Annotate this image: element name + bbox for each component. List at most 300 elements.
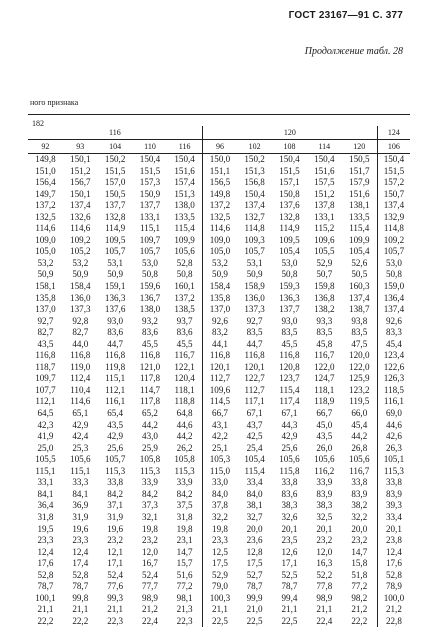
table-cell: 107,7 xyxy=(35,384,56,395)
table-cell: 50,8 xyxy=(385,269,402,280)
table-cell: 84,1 xyxy=(72,488,89,499)
table-cell: 157,4 xyxy=(167,177,202,189)
table-cell: 138,7 xyxy=(342,304,378,316)
table-cell: 109,6 xyxy=(314,234,335,245)
table-cell: 84,2 xyxy=(142,488,158,499)
page-header: ГОСТ 23167—91 С. 377 xyxy=(288,10,403,21)
table-row xyxy=(28,258,410,270)
table-cell: 151,6 xyxy=(314,165,335,176)
table-cell: 150,5 xyxy=(104,188,126,199)
table-cell: 137,4 xyxy=(70,200,91,211)
table-cell: 105,7 xyxy=(104,246,126,257)
table-row xyxy=(28,166,410,178)
table-cell: 156,5 xyxy=(209,177,231,188)
table-cell: 151,2 xyxy=(70,165,91,176)
table-cell: 150,2 xyxy=(244,154,265,164)
table-cell: 65,2 xyxy=(142,408,158,419)
table-cell: 23,2 xyxy=(142,535,158,546)
table-cell: 52,4 xyxy=(142,569,158,580)
table-cell: 119,0 xyxy=(70,361,91,372)
table-cell: 83,2 xyxy=(212,327,228,338)
table-cell: 50,9 xyxy=(72,269,89,280)
top-rule xyxy=(28,114,410,115)
table-cell: 21,2 xyxy=(142,604,158,615)
table-cell: 150,8 xyxy=(279,188,300,199)
table-cell: 132,8 xyxy=(104,211,126,222)
table-cell: 12,4 xyxy=(385,546,402,557)
table-cell: 115,3 xyxy=(105,465,126,476)
table-cell: 77,2 xyxy=(342,581,378,593)
table-cell: 78,7 xyxy=(72,581,89,592)
table-cell: 84,1 xyxy=(37,488,54,499)
table-cell: 33,9 xyxy=(316,477,333,488)
table-cell: 105,1 xyxy=(383,454,405,465)
table-cell: 33,8 xyxy=(342,477,378,489)
table-cell: 83,5 xyxy=(246,327,263,338)
table-cell: 137,3 xyxy=(244,304,265,315)
table-cell: 53,2 xyxy=(37,257,54,268)
table-cell: 78,7 xyxy=(37,581,54,592)
table-cell: 38,1 xyxy=(246,500,263,511)
table-cell: 22,5 xyxy=(281,615,298,626)
table-row xyxy=(28,431,410,443)
table-row xyxy=(28,316,410,328)
table-row xyxy=(28,524,410,536)
table-cell: 116,7 xyxy=(342,466,378,478)
table-row xyxy=(28,269,410,281)
table-cell: 50,5 xyxy=(342,269,378,281)
table-cell: 37,1 xyxy=(107,500,124,511)
table-cell: 23,2 xyxy=(107,535,124,546)
table-cell: 151,2 xyxy=(314,188,335,199)
table-cell: 44,2 xyxy=(342,431,378,443)
table-cell: 17,6 xyxy=(37,558,54,569)
table-cell: 69,0 xyxy=(385,408,402,419)
table-row xyxy=(28,616,410,628)
column-header: 116 xyxy=(167,140,202,154)
group-number: 182 xyxy=(32,119,44,128)
table-cell: 122,0 xyxy=(314,361,335,372)
table-cell: 50,9 xyxy=(212,269,228,280)
table-cell: 67,1 xyxy=(246,408,263,419)
column-header: 92 xyxy=(28,140,63,154)
table-cell: 105,7 xyxy=(244,246,265,257)
table-cell: 132,8 xyxy=(279,211,300,222)
table-cell: 132,7 xyxy=(244,211,265,222)
table-cell: 33,1 xyxy=(37,477,54,488)
table-cell: 150,0 xyxy=(209,154,231,164)
table-cell: 92,7 xyxy=(246,315,263,326)
table-cell: 115,4 xyxy=(342,223,378,235)
table-cell: 25,3 xyxy=(72,442,89,453)
table-cell: 109,5 xyxy=(279,234,300,245)
table-cell: 122,0 xyxy=(342,362,378,374)
table-cell: 17,1 xyxy=(281,558,298,569)
table-cell: 137,7 xyxy=(139,200,161,211)
table-cell: 118,1 xyxy=(314,384,335,395)
table-cell: 132,5 xyxy=(209,211,231,222)
table-cell: 23,1 xyxy=(167,535,202,547)
table-cell: 157,0 xyxy=(104,177,126,188)
table-cell: 109,0 xyxy=(35,234,56,245)
table-cell: 105,7 xyxy=(383,246,405,257)
table-cell: 78,7 xyxy=(246,581,263,592)
table-cell: 150,1 xyxy=(70,188,91,199)
table-row xyxy=(28,477,410,489)
table-cell: 52,6 xyxy=(342,258,378,270)
table-row xyxy=(28,223,410,235)
table-cell: 42,3 xyxy=(37,419,54,430)
group-header: 124 xyxy=(377,126,410,140)
table-cell: 65,4 xyxy=(107,408,124,419)
table-cell: 114,8 xyxy=(244,223,265,234)
table-cell: 105,6 xyxy=(314,454,335,465)
table-cell: 157,2 xyxy=(383,177,405,188)
table-cell: 151,5 xyxy=(104,165,126,176)
table-cell: 52,2 xyxy=(316,569,333,580)
table-cell: 83,6 xyxy=(281,488,298,499)
table-cell: 114,6 xyxy=(35,223,56,234)
table-cell: 32,6 xyxy=(281,511,298,522)
column-header: 102 xyxy=(237,140,272,154)
table-cell: 53,2 xyxy=(72,257,89,268)
table-cell: 53,1 xyxy=(107,257,124,268)
table-cell: 119,8 xyxy=(105,361,126,372)
table-cell: 132,5 xyxy=(35,211,56,222)
column-header: 96 xyxy=(202,140,237,154)
table-cell: 105,8 xyxy=(139,454,161,465)
table-row xyxy=(28,581,410,593)
table-cell: 12,4 xyxy=(72,546,89,557)
table-cell: 135,8 xyxy=(35,292,56,303)
table-cell: 109,9 xyxy=(167,235,202,247)
table-cell: 98,9 xyxy=(316,592,333,603)
table-cell: 39,3 xyxy=(385,500,402,511)
table-cell: 23,2 xyxy=(342,535,378,547)
table-cell: 158,4 xyxy=(209,281,231,292)
table-cell: 138,1 xyxy=(342,200,378,212)
table-cell: 23,3 xyxy=(212,535,228,546)
table-cell: 45,5 xyxy=(142,338,158,349)
table-cell: 116,8 xyxy=(105,350,126,361)
table-cell: 98,9 xyxy=(142,592,158,603)
table-cell: 66,7 xyxy=(212,408,228,419)
table-cell: 33,0 xyxy=(212,477,228,488)
table-cell: 12,0 xyxy=(316,546,333,557)
table-cell: 32,7 xyxy=(246,511,263,522)
table-cell: 12,8 xyxy=(246,546,263,557)
table-cell: 32,2 xyxy=(342,512,378,524)
table-cell: 32,1 xyxy=(142,511,158,522)
table-cell: 115,1 xyxy=(70,465,91,476)
table-cell: 20,0 xyxy=(342,524,378,536)
table-cell: 105,5 xyxy=(35,454,56,465)
table-cell: 31,8 xyxy=(167,512,202,524)
table-row xyxy=(28,246,410,258)
table-cell: 112,1 xyxy=(35,396,56,407)
table-cell: 137,6 xyxy=(279,200,300,211)
table-row xyxy=(28,396,410,408)
table-cell: 151,6 xyxy=(342,189,378,201)
table-cell: 19,8 xyxy=(167,524,202,536)
table-cell: 14,7 xyxy=(167,547,202,559)
table-cell: 25,9 xyxy=(142,442,158,453)
table-cell: 109,0 xyxy=(209,234,231,245)
table-cell: 42,9 xyxy=(72,419,89,430)
table-cell: 99,4 xyxy=(281,592,298,603)
table-cell: 50,9 xyxy=(107,269,124,280)
table-cell: 105,3 xyxy=(209,454,231,465)
table-cell: 137,4 xyxy=(383,200,405,211)
table-cell: 50,7 xyxy=(316,269,333,280)
table-cell: 52,7 xyxy=(246,569,263,580)
table-cell: 38,2 xyxy=(342,500,378,512)
table-cell: 126,3 xyxy=(383,373,405,384)
table-cell: 19,5 xyxy=(37,523,54,534)
table-cell: 137,2 xyxy=(209,200,231,211)
table-cell: 22,5 xyxy=(212,615,228,626)
table-cell: 37,3 xyxy=(142,500,158,511)
table-cell: 133,5 xyxy=(167,212,202,224)
table-cell: 19,6 xyxy=(107,523,124,534)
table-cell: 118,1 xyxy=(167,385,202,397)
table-row xyxy=(28,154,410,166)
table-cell: 115,8 xyxy=(279,465,300,476)
table-cell: 117,8 xyxy=(139,396,161,407)
table-cell: 23,3 xyxy=(72,535,89,546)
data-table xyxy=(28,126,410,627)
table-cell: 120,4 xyxy=(167,373,202,385)
table-cell: 93,0 xyxy=(281,315,298,326)
table-cell: 138,0 xyxy=(167,200,202,212)
table-cell: 133,1 xyxy=(314,211,335,222)
table-cell: 109,7 xyxy=(139,234,161,245)
table-cell: 84,0 xyxy=(246,488,263,499)
table-cell: 53,0 xyxy=(142,257,158,268)
table-row xyxy=(28,512,410,524)
table-cell: 51,8 xyxy=(342,570,378,582)
table-cell: 98,2 xyxy=(342,593,378,605)
table-cell: 32,5 xyxy=(316,511,333,522)
table-cell: 137,6 xyxy=(104,304,126,315)
table-cell: 137,4 xyxy=(383,304,405,315)
table-cell: 156,8 xyxy=(244,177,265,188)
table-cell: 105,7 xyxy=(139,246,161,257)
table-row xyxy=(28,281,410,293)
table-cell: 23,6 xyxy=(246,535,263,546)
table-cell: 19,6 xyxy=(72,523,89,534)
table-cell: 33,8 xyxy=(281,477,298,488)
table-row xyxy=(28,293,410,305)
table-cell: 150,4 xyxy=(279,154,300,164)
table-cell: 42,2 xyxy=(212,431,228,442)
table-cell: 33,8 xyxy=(107,477,124,488)
table-cell: 114,9 xyxy=(279,223,300,234)
table-cell: 38,3 xyxy=(281,500,298,511)
table-cell: 160,1 xyxy=(167,281,202,293)
table-cell: 98,1 xyxy=(167,593,202,605)
table-cell: 31,9 xyxy=(72,511,89,522)
table-cell: 17,5 xyxy=(212,558,228,569)
table-cell: 67,1 xyxy=(281,408,298,419)
table-body xyxy=(28,154,410,628)
table-cell: 105,5 xyxy=(314,246,335,257)
table-cell: 118,7 xyxy=(35,361,56,372)
table-row xyxy=(28,420,410,432)
table-cell: 50,8 xyxy=(142,269,158,280)
table-cell: 31,8 xyxy=(37,511,54,522)
table-cell: 52,8 xyxy=(385,569,402,580)
table-cell: 22,2 xyxy=(37,615,54,626)
table-cell: 120,0 xyxy=(342,350,378,362)
table-cell: 132,6 xyxy=(70,211,91,222)
table-cell: 112,1 xyxy=(105,384,126,395)
table-cell: 112,7 xyxy=(244,384,265,395)
table-cell: 25,1 xyxy=(212,442,228,453)
table-cell: 150,9 xyxy=(139,188,161,199)
table-cell: 43,5 xyxy=(37,338,54,349)
table-cell: 82,7 xyxy=(37,327,54,338)
table-cell: 21,0 xyxy=(246,604,263,615)
table-cell: 25,6 xyxy=(107,442,124,453)
table-cell: 123,4 xyxy=(383,350,405,361)
table-cell: 138,2 xyxy=(314,304,335,315)
table-cell: 19,8 xyxy=(212,523,228,534)
table-cell: 33,3 xyxy=(72,477,89,488)
table-row xyxy=(28,570,410,582)
table-cell: 136,3 xyxy=(104,292,126,303)
table-cell: 83,6 xyxy=(167,327,202,339)
table-cell: 132,9 xyxy=(383,211,405,222)
table-cell: 116,7 xyxy=(314,350,335,361)
table-cell: 33,9 xyxy=(167,477,202,489)
table-cell: 84,2 xyxy=(107,488,124,499)
table-cell: 105,7 xyxy=(104,454,126,465)
table-cell: 117,1 xyxy=(244,396,265,407)
table-cell: 137,3 xyxy=(70,304,91,315)
table-row xyxy=(28,235,410,247)
table-cell: 116,1 xyxy=(383,396,404,407)
table-cell: 77,2 xyxy=(167,581,202,593)
table-cell: 26,0 xyxy=(316,442,333,453)
table-cell: 25,6 xyxy=(281,442,298,453)
table-cell: 100,0 xyxy=(383,592,405,603)
table-cell: 23,5 xyxy=(281,535,298,546)
table-cell: 82,7 xyxy=(72,327,89,338)
group-header: 116 xyxy=(28,126,202,140)
table-cell: 150,1 xyxy=(70,154,91,164)
table-cell: 45,5 xyxy=(281,338,298,349)
table-cell: 105,6 xyxy=(167,246,202,258)
table-cell: 83,5 xyxy=(281,327,298,338)
group-header: 120 xyxy=(202,126,377,140)
table-cell: 151,3 xyxy=(167,189,202,201)
table-cell: 44,6 xyxy=(167,420,202,432)
table-cell: 22,3 xyxy=(167,616,202,628)
table-cell: 16,3 xyxy=(316,558,333,569)
table-row xyxy=(28,408,410,420)
table-cell: 52,9 xyxy=(316,257,333,268)
table-cell: 45,5 xyxy=(167,339,202,351)
table-cell: 42,9 xyxy=(281,431,298,442)
table-cell: 158,1 xyxy=(35,281,56,292)
table-cell: 136,0 xyxy=(244,292,265,303)
table-cell: 52,8 xyxy=(167,258,202,270)
table-cell: 125,9 xyxy=(342,373,378,385)
table-cell: 51,6 xyxy=(167,570,202,582)
table-cell: 53,0 xyxy=(281,257,298,268)
table-cell: 137,4 xyxy=(244,200,265,211)
table-row xyxy=(28,177,410,189)
table-cell: 150,4 xyxy=(139,154,161,164)
table-cell: 83,5 xyxy=(342,327,378,339)
table-cell: 22,4 xyxy=(316,615,333,626)
table-cell: 17,1 xyxy=(107,558,124,569)
table-cell: 23,2 xyxy=(316,535,333,546)
table-cell: 124,7 xyxy=(314,373,335,384)
table-cell: 77,8 xyxy=(316,581,333,592)
table-cell: 31,9 xyxy=(107,511,124,522)
table-cell: 25,4 xyxy=(246,442,263,453)
table-cell: 44,7 xyxy=(107,338,124,349)
table-cell: 123,7 xyxy=(279,373,300,384)
table-cell: 84,0 xyxy=(212,488,228,499)
table-cell: 99,9 xyxy=(246,592,263,603)
table-cell: 42,6 xyxy=(385,431,402,442)
table-cell: 77,7 xyxy=(142,581,158,592)
table-cell: 114,7 xyxy=(139,384,161,395)
table-cell: 105,6 xyxy=(342,454,378,466)
table-cell: 116,8 xyxy=(35,350,56,361)
table-cell: 23,8 xyxy=(385,535,402,546)
table-cell: 157,5 xyxy=(314,177,335,188)
table-cell: 105,8 xyxy=(167,454,202,466)
table-cell: 159,6 xyxy=(139,281,161,292)
table-cell: 136,8 xyxy=(314,292,335,303)
table-cell: 21,2 xyxy=(342,604,378,616)
table-cell: 156,4 xyxy=(35,177,56,188)
table-cell: 33,4 xyxy=(385,511,402,522)
table-cell: 114,6 xyxy=(209,223,231,234)
table-cell: 44,7 xyxy=(246,338,263,349)
table-cell: 100,1 xyxy=(35,592,56,603)
table-cell: 66,7 xyxy=(316,408,333,419)
column-header: 114 xyxy=(307,140,342,154)
table-cell: 50,9 xyxy=(37,269,54,280)
table-cell: 20,1 xyxy=(281,523,298,534)
table-cell: 115,0 xyxy=(209,465,231,476)
table-cell: 65,1 xyxy=(72,408,89,419)
table-cell: 158,9 xyxy=(244,281,265,292)
table-cell: 133,1 xyxy=(139,211,161,222)
table-cell: 25,0 xyxy=(37,442,54,453)
table-cell: 12,6 xyxy=(281,546,298,557)
table-cell: 92,6 xyxy=(385,315,402,326)
table-cell: 110,4 xyxy=(70,384,91,395)
table-cell: 78,9 xyxy=(385,581,402,592)
table-cell: 123,2 xyxy=(342,385,378,397)
table-cell: 14,7 xyxy=(342,547,378,559)
table-cell: 109,3 xyxy=(244,234,265,245)
table-cell: 41,9 xyxy=(37,431,54,442)
table-cell: 119,5 xyxy=(342,396,378,408)
table-cell: 120,8 xyxy=(279,361,300,372)
table-cell: 43,0 xyxy=(142,431,158,442)
table-row xyxy=(28,547,410,559)
table-cell: 44,2 xyxy=(167,431,202,443)
table-cell: 15,7 xyxy=(167,558,202,570)
table-cell: 149,7 xyxy=(35,188,56,199)
